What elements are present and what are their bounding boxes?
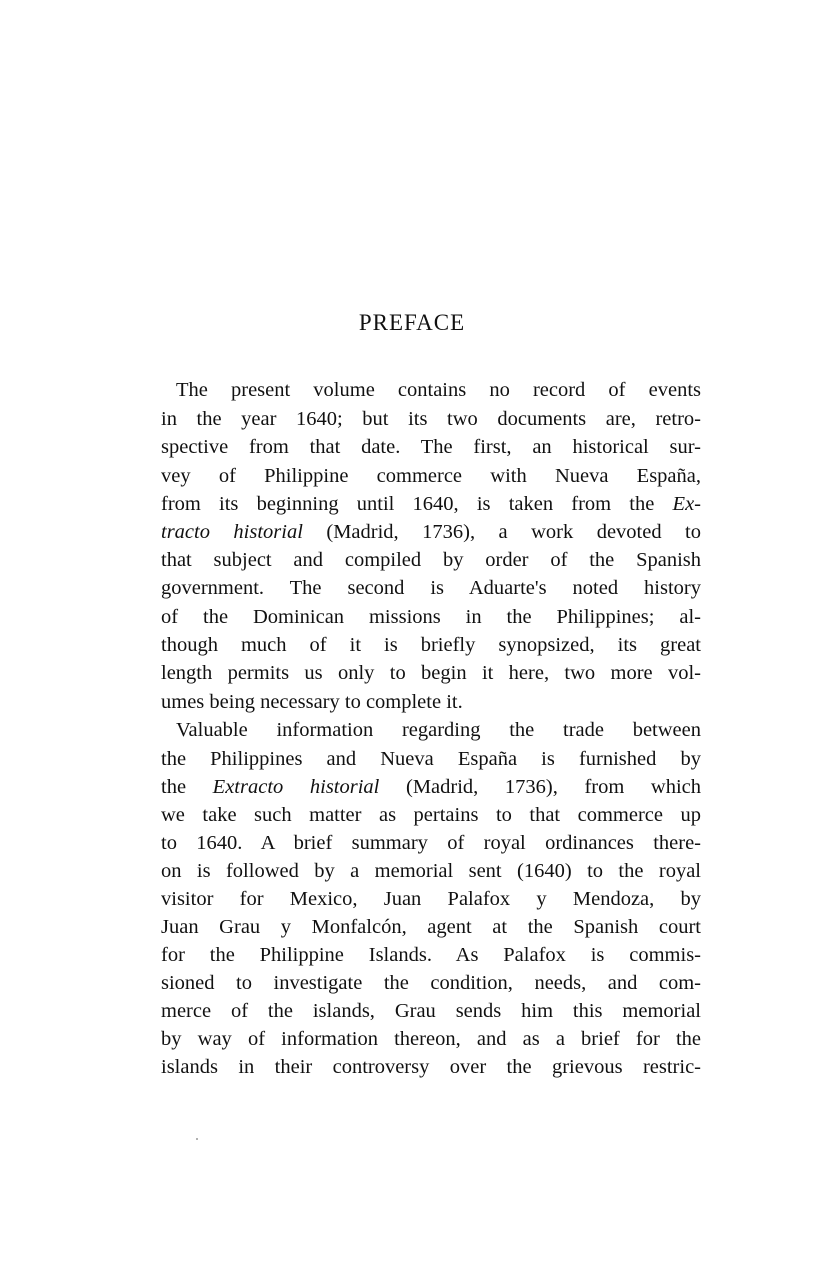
text-line: we take such matter as pertains to that commerce up <box>161 804 701 826</box>
text-line: to 1640. A brief summary of royal ordinances there- <box>161 832 701 854</box>
text-line: the Extracto historial (Madrid, 1736), from which <box>161 776 702 798</box>
text-line: government. The second is Aduarte's noted history <box>161 577 701 599</box>
text-line: though much of it is briefly synopsized, its great <box>161 634 701 656</box>
text-line: visitor for Mexico, Juan Palafox y Mendoza, by <box>161 888 701 910</box>
text-line: tracto historial (Madrid, 1736), a work devoted to <box>161 521 701 543</box>
text-line: on is followed by a memorial sent (1640) to the royal <box>161 860 701 882</box>
text-line: for the Philippine Islands. As Palafox is commis- <box>161 944 701 966</box>
text-line: of the Dominican missions in the Philippines; al- <box>161 606 701 628</box>
text-line: vey of Philippine commerce with Nueva España, <box>161 465 701 487</box>
text-line: spective from that date. The first, an historical sur- <box>161 436 701 458</box>
text-line: by way of information thereon, and as a brief for the <box>161 1028 701 1050</box>
text-line: length permits us only to begin it here, two more vol- <box>161 662 701 684</box>
text-line: from its beginning until 1640, is taken from the Ex- <box>161 493 701 515</box>
text-line: Valuable information regarding the trade between <box>176 719 701 741</box>
text-line: that subject and compiled by order of the Spanish <box>161 549 701 571</box>
page-title: PREFACE <box>358 310 466 335</box>
text-line: Juan Grau y Monfalcón, agent at the Spanish court <box>161 916 701 938</box>
text-line: The present volume contains no record of events <box>176 379 701 401</box>
text-line: sioned to investigate the condition, needs, and com- <box>161 972 701 994</box>
scan-speck <box>196 1138 198 1140</box>
text-line: umes being necessary to complete it. <box>161 691 463 713</box>
text-line: merce of the islands, Grau sends him this memorial <box>161 1000 701 1022</box>
text-line: islands in their controversy over the grievous restric- <box>161 1056 701 1078</box>
text-line: the Philippines and Nueva España is furnished by <box>161 748 701 770</box>
text-line: in the year 1640; but its two documents are, retro- <box>161 408 701 430</box>
